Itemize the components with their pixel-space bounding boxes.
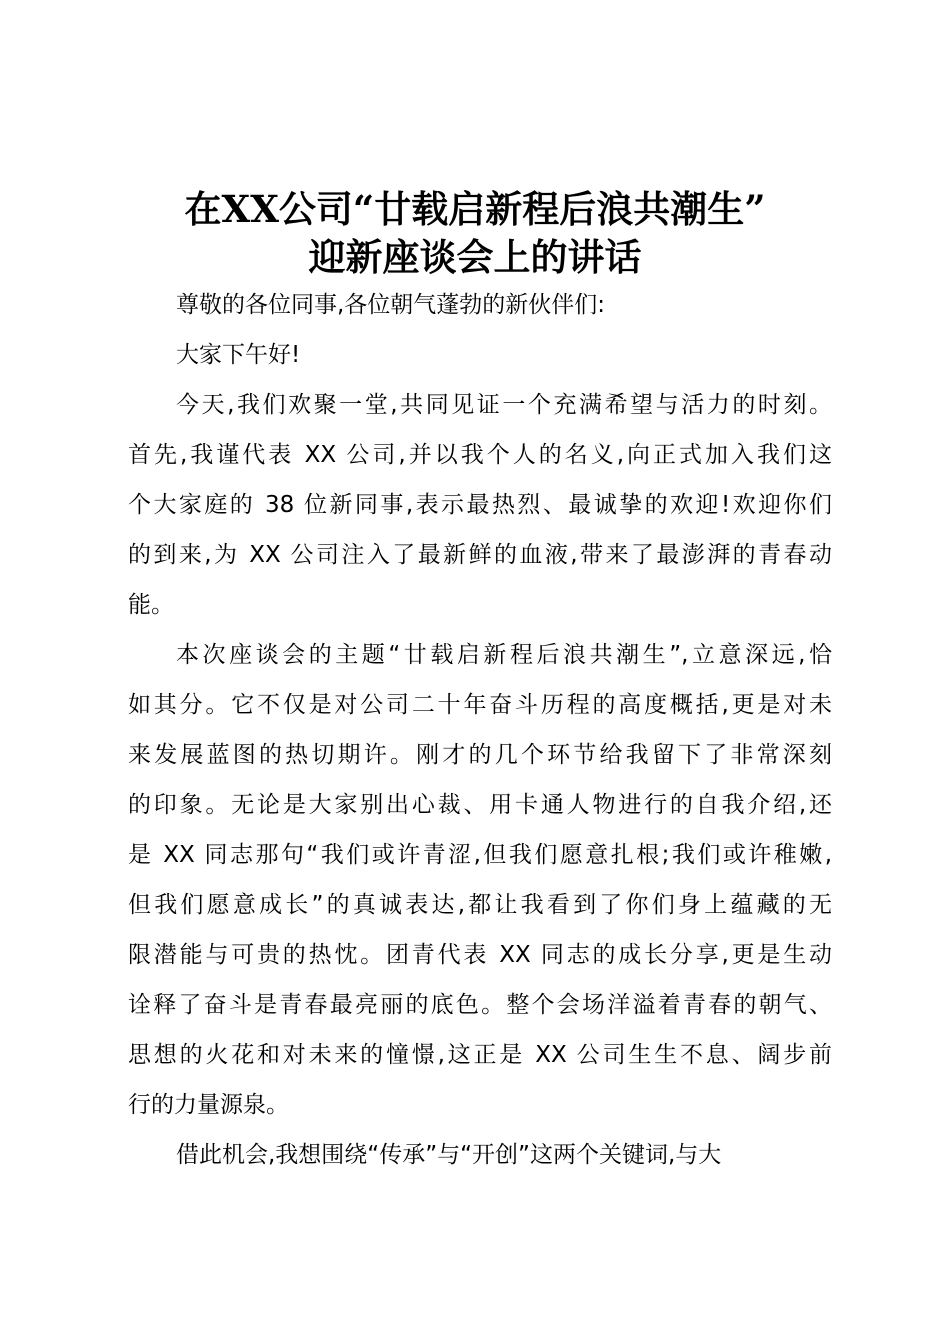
- text-line: 思想的火花和对未来的憧憬,这正是 XX 公司生生不息、阔步前: [128, 1042, 832, 1068]
- text-line: 的印象。无论是大家别出心裁、用卡通人物进行的自我介绍,还: [128, 792, 832, 818]
- paragraph: [128, 280, 832, 330]
- text-line: 如其分。它不仅是对公司二十年奋斗历程的高度概括,更是对未: [128, 692, 832, 718]
- text-line: 的到来,为 XX 公司注入了最新鲜的血液,带来了最澎湃的青春动: [128, 542, 832, 568]
- text-line: 能。: [128, 592, 174, 618]
- document-title: [0, 185, 950, 281]
- title-line-1: 在XX公司“廿载启新程后浪共潮生”: [184, 187, 766, 231]
- paragraph: [128, 330, 832, 380]
- text-line: 首先,我谨代表 XX 公司,并以我个人的名义,向正式加入我们这: [128, 442, 832, 468]
- text-line: 借此机会,我想围绕“传承”与“开创”这两个关键词,与大: [176, 1142, 722, 1168]
- paragraph: [128, 1130, 832, 1180]
- document-body: [128, 280, 832, 1180]
- title-line-2: 迎新座谈会上的讲话: [308, 235, 642, 279]
- paragraph: [128, 380, 832, 630]
- text-line: 但我们愿意成长”的真诚表达,都让我看到了你们身上蕴藏的无: [128, 892, 832, 918]
- text-line: 本次座谈会的主题“廿载启新程后浪共潮生”,立意深远,恰: [176, 642, 832, 668]
- text-line: 来发展蓝图的热切期许。刚才的几个环节给我留下了非常深刻: [128, 742, 832, 768]
- paragraph: [128, 630, 832, 1130]
- text-line: 个大家庭的 38 位新同事,表示最热烈、最诚挚的欢迎!欢迎你们: [128, 492, 832, 518]
- text-line: 大家下午好!: [176, 342, 301, 368]
- text-line: 诠释了奋斗是青春最亮丽的底色。整个会场洋溢着青春的朝气、: [128, 992, 832, 1018]
- text-line: 行的力量源泉。: [128, 1092, 289, 1118]
- text-line: 尊敬的各位同事,各位朝气蓬勃的新伙伴们:: [176, 292, 606, 318]
- text-line: 今天,我们欢聚一堂,共同见证一个充满希望与活力的时刻。: [176, 392, 832, 418]
- text-line: 限潜能与可贵的热忱。团青代表 XX 同志的成长分享,更是生动: [128, 942, 832, 968]
- text-line: 是 XX 同志那句“我们或许青涩,但我们愿意扎根;我们或许稚嫩,: [128, 842, 832, 868]
